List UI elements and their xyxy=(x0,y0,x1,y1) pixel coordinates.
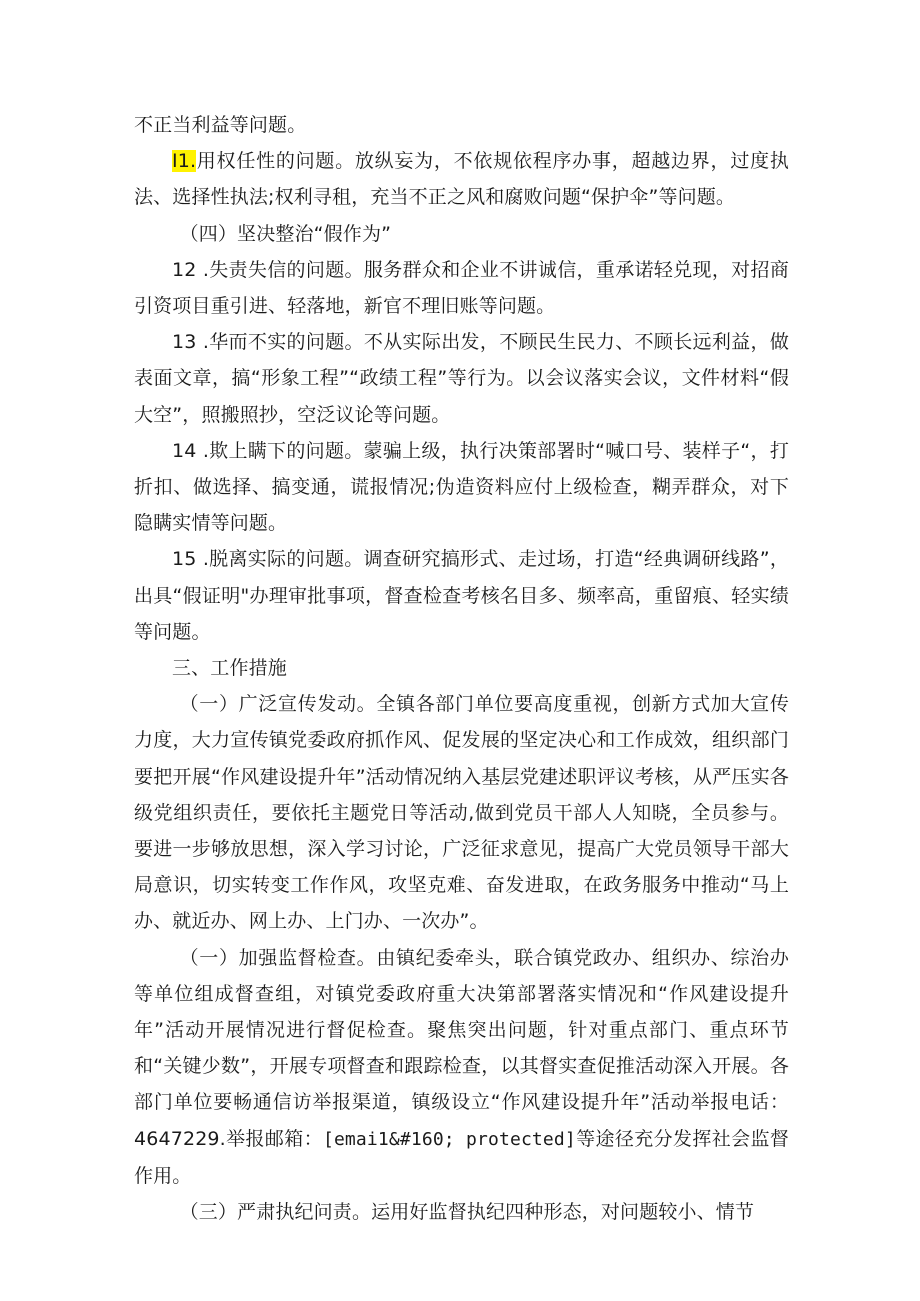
paragraph-measure-1 xyxy=(134,686,789,939)
paragraph-text: 13 .华而不实的问题。不从实际出发，不顾民生民力、不顾长远利益，做表面文章，搞“形象工程”“政绩工程”等行为。以会议落实会议，文件材料“假大空”，照搬照抄，空泛议论等问题。 xyxy=(134,331,789,426)
paragraph-text: （一）加强监督检查。由镇纪委牵头，联合镇党政办、组织办、综治办等单位组成督查组，对镇党委政府重大决第部署落实情况和“作风建设提升年”活动开展情况进行督促检查。聚焦突出问题，针对重点部门、重点环节和“关键少数”，开展专项督查和跟踪检查，以其督实查促推活动深入开展。各部门单位要畅通信访举报渠道，镇级设立“作风建设提升年”活动举报电话：4647229.举报邮箱： xyxy=(134,946,789,1150)
paragraph-continuation xyxy=(134,107,789,143)
paragraph-text: 不正当利益等问题。 xyxy=(134,114,307,136)
document-body xyxy=(134,107,789,1230)
email-placeholder: [emai1&#160; protected] xyxy=(322,1128,576,1150)
paragraph-text: 15 .脱离实际的问题。调查研究搞形式、走过场，打造“经典调研线路”，出具“假证明"办理审批事项，督查检查考核名目多、频率高，重留痕、轻实绩等问题。 xyxy=(134,548,789,643)
paragraph-item-14 xyxy=(134,433,789,542)
section-heading-4 xyxy=(134,216,789,252)
paragraph-text: （三）严肃执纪问责。运用好监督执纪四种形态，对问题较小、情节 xyxy=(179,1201,755,1224)
section-heading-3 xyxy=(134,650,789,686)
heading-text: 三、工作措施 xyxy=(172,657,287,680)
paragraph-text: 用权任性的问题。放纵妄为，不依规依程序办事，超越边界，过度执法、选择性执法;权利寻租，充当不正之风和腐败问题“保护伞”等问题。 xyxy=(134,150,789,209)
paragraph-item-11 xyxy=(134,143,789,215)
paragraph-text: 14 .欺上瞒下的问题。蒙骗上级，执行决策部署时“喊口号、装样子“，打折扣、做选择、搞变通，谎报情况;伪造资料应付上级检查，糊弄群众，对下隐瞒实情等问题。 xyxy=(134,439,789,535)
item-number-highlight: I1. xyxy=(172,150,197,173)
paragraph-text: 等途径充分发挥社会监督作用。 xyxy=(134,1127,790,1187)
paragraph-item-15 xyxy=(134,541,789,650)
paragraph-item-12 xyxy=(134,252,789,324)
paragraph-item-13 xyxy=(134,324,789,433)
paragraph-measure-3 xyxy=(134,1194,789,1230)
paragraph-text: （一）广泛宣传发动。全镇各部门单位要高度重视，创新方式加大宣传力度，大力宣传镇党委政府抓作风、促发展的坚定决心和工作成效，组织部门要把开展“作风建设提升年”活动情况纳入基层党建述职评议考核，从严压实各级党组织责任，要依托主题党日等活动,做到党员干部人人知晓，全员参与。要进一步够放思想，深入学习讨论，广泛征求意见，提高广大党员领导干部大局意识，切实转变工作作风，攻坚克难、奋发进取，在政务服务中推动“马上办、就近办、网上办、上门办、一次办”。 xyxy=(134,693,789,933)
paragraph-text: 12 .失责失信的问题。服务群众和企业不讲诚信，重承诺轻兑现，对招商引资项目重引进、轻落地，新官不理旧账等问题。 xyxy=(134,258,789,318)
heading-text: （四）坚决整治“假作为” xyxy=(179,222,392,245)
paragraph-measure-2 xyxy=(134,940,789,1194)
